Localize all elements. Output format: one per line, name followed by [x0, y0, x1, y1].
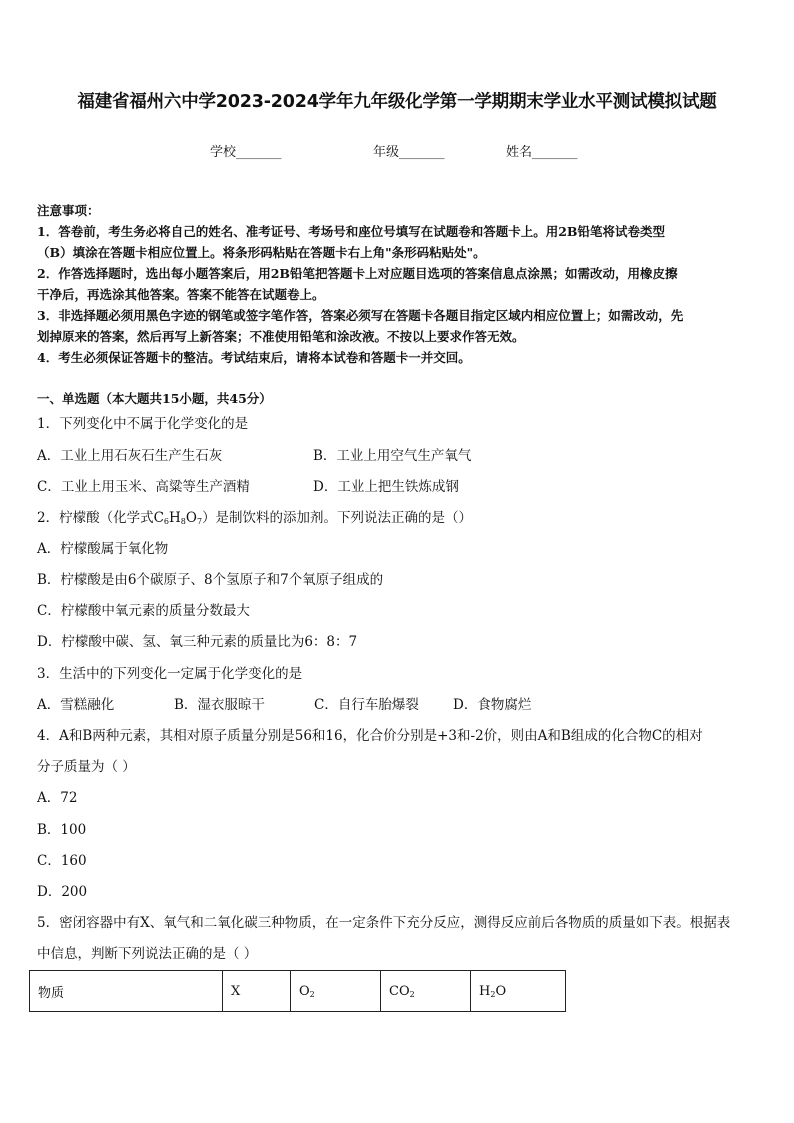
cell-text: O — [495, 983, 507, 999]
option-a: A．柠檬酸属于氧化物 — [37, 541, 169, 557]
option-d: D．200 — [37, 884, 88, 900]
option-c: C．160 — [37, 853, 87, 869]
cell-text: O — [299, 983, 310, 999]
table-cell: X — [223, 971, 291, 1012]
notes-line: 4．考生必须保证答题卡的整洁。考试结束后，请将本试卷和答题卡一并交回。 — [37, 350, 471, 365]
question-stem: 1．下列变化中不属于化学变化的是 — [37, 416, 249, 432]
notes-line: （B）填涂在答题卡相应位置上。将条形码粘贴在答题卡右上角"条形码粘贴处"。 — [37, 245, 486, 260]
element-symbol: O — [185, 510, 197, 526]
cell-text: CO — [389, 983, 410, 999]
option-c: C．柠檬酸中氧元素的质量分数最大 — [37, 603, 250, 619]
notes-line: 干净后，再选涂其他答案。答案不能答在试题卷上。 — [37, 287, 325, 302]
subscript: 2 — [409, 989, 415, 999]
question-stem — [37, 509, 472, 531]
subscript: 2 — [309, 989, 315, 999]
table-header-row — [30, 971, 566, 1012]
option-a: A．72 — [37, 790, 78, 806]
notes-heading: 注意事项： — [37, 203, 100, 218]
stem-text: 2．柠檬酸（化学式C — [37, 510, 164, 526]
question-stem-cont: 中信息，判断下列说法正确的是（ ） — [37, 946, 258, 962]
notes-line: 划掉原来的答案，然后再写上新答案；不准使用铅笔和涂改液。不按以上要求作答无效。 — [37, 329, 525, 344]
option-d: D．食物腐烂 — [453, 697, 532, 713]
notes-line: 2．作答选择题时，选出每小题答案后，用2B铅笔把答题卡上对应题目选项的答案信息点涂黑；如需改动，用橡皮擦 — [37, 266, 678, 281]
subscript: 7 — [196, 517, 203, 526]
table-cell — [381, 971, 471, 1012]
stem-text: ）是制饮料的添加剂。下列说法正确的是（） — [202, 510, 473, 526]
option-b: B．100 — [37, 822, 87, 838]
option-b: B．工业上用空气生产氧气 — [313, 448, 472, 464]
option-b: B．湿衣服晾干 — [174, 697, 265, 713]
question-stem: 5．密闭容器中有X、氧气和二氧化碳三种物质，在一定条件下充分反应，测得反应前后各物质的质量如下表。根据表 — [37, 915, 731, 931]
name-field: 姓名_______ — [506, 145, 578, 160]
option-c: C．自行车胎爆裂 — [314, 697, 419, 713]
question-stem-cont: 分子质量为（ ） — [37, 759, 136, 775]
page-title: 福建省福州六中学2023-2024学年九年级化学第一学期期末学业水平测试模拟试题 — [77, 92, 717, 112]
subscript: 8 — [180, 517, 186, 526]
subscript: 6 — [163, 517, 170, 526]
question-stem: 3．生活中的下列变化一定属于化学变化的是 — [37, 666, 303, 682]
element-symbol: H — [169, 510, 181, 526]
cell-text: H — [479, 983, 491, 999]
grade-field: 年级_______ — [373, 145, 445, 160]
notes-line: 3．非选择题必须用黑色字迹的钢笔或签字笔作答，答案必须写在答题卡各题目指定区域内相应位置上；如需改动，先 — [37, 308, 684, 323]
option-d: D．柠檬酸中碳、氢、氧三种元素的质量比为6：8：7 — [37, 634, 358, 650]
table-cell — [291, 971, 381, 1012]
option-d: D．工业上把生铁炼成钢 — [313, 479, 459, 495]
option-a: A．雪糕融化 — [37, 697, 115, 713]
school-field: 学校_______ — [210, 145, 282, 160]
option-c: C．工业上用玉米、高粱等生产酒精 — [37, 479, 250, 495]
option-a: A．工业上用石灰石生产生石灰 — [37, 448, 223, 464]
mass-table — [29, 970, 566, 1012]
table-cell — [471, 971, 566, 1012]
option-b: B．柠檬酸是由6个碳原子、8个氢原子和7个氧原子组成的 — [37, 572, 384, 588]
table-cell: 物质 — [30, 971, 223, 1012]
section-title: 一、单选题（本大题共15小题，共45分） — [37, 391, 272, 406]
subscript: 2 — [490, 989, 496, 999]
question-stem: 4．A和B两种元素，其相对原子质量分别是56和16，化合价分别是+3和-2价，则由A和B组成的化合物C的相对 — [37, 728, 703, 744]
notes-line: 1．答卷前，考生务必将自己的姓名、准考证号、考场号和座位号填写在试题卷和答题卡上。用2B铅笔将试卷类型 — [37, 224, 665, 239]
